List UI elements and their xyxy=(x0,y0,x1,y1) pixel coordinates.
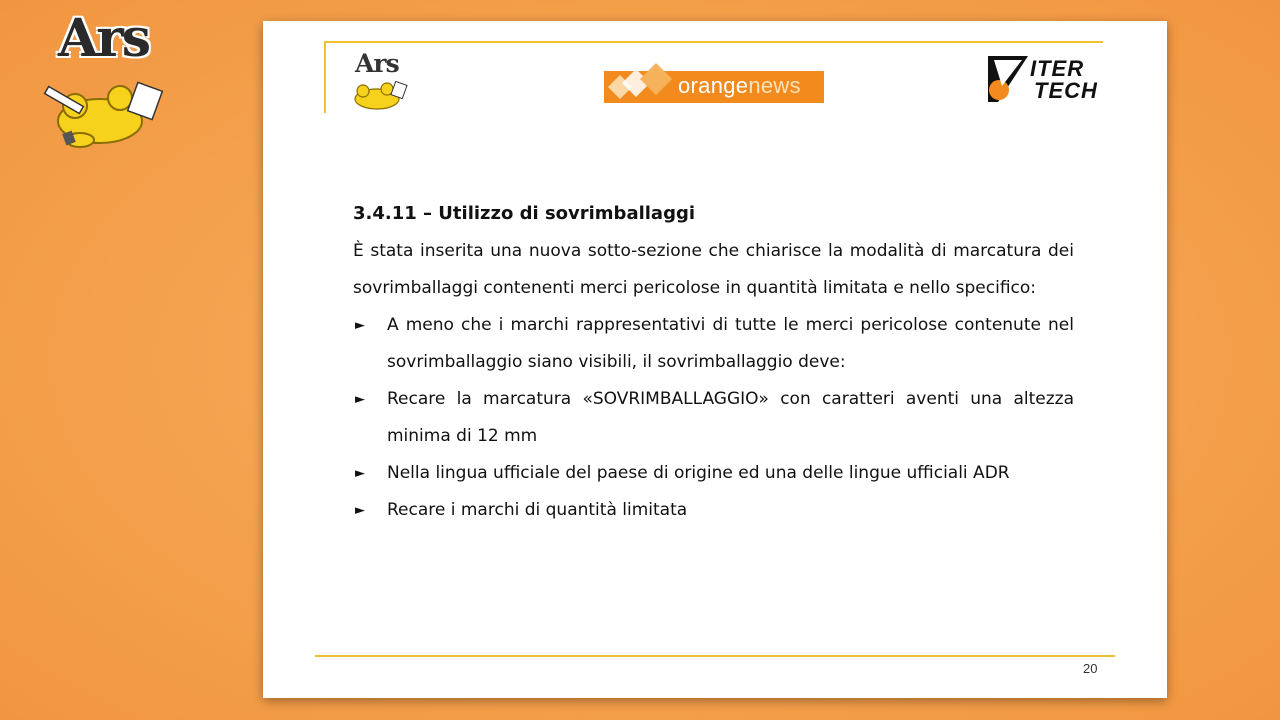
header-divider xyxy=(325,41,1103,43)
ars-logo xyxy=(347,49,417,119)
slide-title: 3.4.11 – Utilizzo di sovrimballaggi xyxy=(353,203,696,224)
itertech-text-line2: TECH xyxy=(1034,78,1098,103)
channel-logo xyxy=(40,8,175,153)
bullet-arrow-icon: ► xyxy=(355,318,365,333)
bullet-arrow-icon: ► xyxy=(355,392,365,407)
orangenews-diamond-icon xyxy=(606,61,678,103)
list-item xyxy=(353,455,1074,492)
presentation-slide xyxy=(263,21,1167,698)
bullet-text: Nella lingua ufficiale del paese di origine ed una delle lingue ufficiali ADR xyxy=(387,463,1010,483)
bullet-text: Recare i marchi di quantità limitata xyxy=(387,500,688,520)
orangenews-text-orange: orange xyxy=(678,73,749,98)
list-item xyxy=(353,492,1074,529)
page-number: 20 xyxy=(1083,661,1098,676)
itertech-logo xyxy=(988,54,1108,104)
mascot-illustration xyxy=(40,76,170,156)
bullet-arrow-icon: ► xyxy=(355,503,365,518)
channel-logo-text: Ars xyxy=(58,8,150,69)
list-item xyxy=(353,381,1074,455)
bullet-text: Recare la marcatura «SOVRIMBALLAGGIO» con caratteri aventi una altezza minima di 12 mm xyxy=(387,389,1074,446)
ars-logo-text: Ars xyxy=(355,49,399,78)
orangenews-text xyxy=(678,73,801,99)
mascot-small-illustration xyxy=(347,81,409,115)
bullet-list xyxy=(353,307,1074,529)
orangenews-text-news: news xyxy=(748,73,801,98)
slide-content xyxy=(353,201,1074,529)
bullet-text: A meno che i marchi rappresentativi di tutte le merci pericolose contenute nel sovrimballaggio siano visibili, il sovrimballaggio deve: xyxy=(387,315,1074,372)
header-divider-vertical xyxy=(324,41,326,113)
itertech-text-line1: ITER xyxy=(1030,56,1085,81)
list-item xyxy=(353,307,1074,381)
slide-intro: È stata inserita una nuova sotto-sezione che chiarisce la modalità di marcatura dei sovrimballaggi contenenti merci pericolose in quantità limitata e nello specifico: xyxy=(353,241,1074,298)
footer-divider xyxy=(315,655,1115,657)
bullet-arrow-icon: ► xyxy=(355,466,365,481)
orangenews-logo xyxy=(604,61,824,103)
